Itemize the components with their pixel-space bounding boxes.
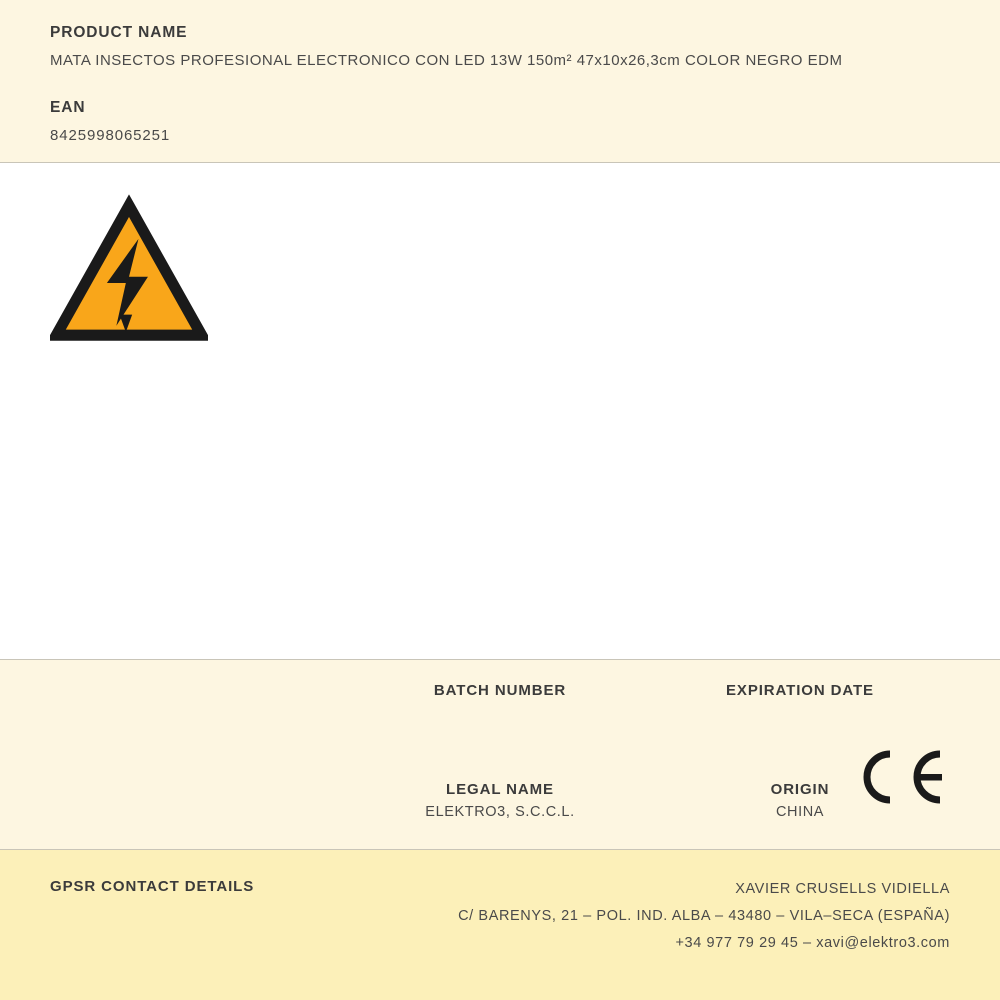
batch-number-label: BATCH NUMBER [433, 682, 567, 699]
gpsr-contact-section [0, 850, 1000, 1000]
middle-row-2 [50, 781, 950, 822]
origin-label: ORIGIN [770, 781, 830, 798]
gpsr-contact-name: XAVIER CRUSELLS VIDIELLA [735, 881, 950, 897]
spacer-cell-2 [50, 781, 350, 822]
spacer-cell [50, 682, 350, 723]
gpsr-contact-phone-email: +34 977 79 29 45 – xavi@elektro3.com [675, 934, 950, 951]
ce-marking-icon [860, 746, 946, 808]
legal-name-value: ELEKTRO3, S.C.C.L. [425, 804, 575, 820]
product-name-block [50, 24, 950, 69]
product-name-value: MATA INSECTOS PROFESIONAL ELECTRONICO CON LED 13W 150m² 47x10x26,3cm COLOR NEGRO EDM [50, 52, 843, 69]
ean-block [50, 99, 950, 144]
gpsr-contact-lines [458, 876, 950, 956]
legal-name-cell [350, 781, 650, 822]
product-name-label: PRODUCT NAME [50, 24, 188, 41]
gpsr-contact-label: GPSR CONTACT DETAILS [50, 878, 255, 895]
ean-value: 8425998065251 [50, 127, 171, 144]
batch-number-value [350, 705, 650, 723]
batch-number-cell [350, 682, 650, 723]
expiration-date-cell [650, 682, 950, 723]
expiration-date-label: EXPIRATION DATE [726, 682, 874, 699]
origin-value: CHINA [775, 804, 825, 820]
pictogram-section [0, 163, 1000, 660]
legal-name-label: LEGAL NAME [446, 781, 554, 798]
batch-legal-section [0, 660, 1000, 850]
gpsr-contact-address: C/ BARENYS, 21 – POL. IND. ALBA – 43480 – VILA–SECA (ESPAÑA) [458, 907, 950, 924]
expiration-date-value [650, 705, 950, 723]
ean-label: EAN [50, 99, 86, 116]
middle-row-1 [50, 682, 950, 723]
product-info-section [0, 0, 1000, 163]
electrical-hazard-warning-icon [50, 193, 208, 351]
